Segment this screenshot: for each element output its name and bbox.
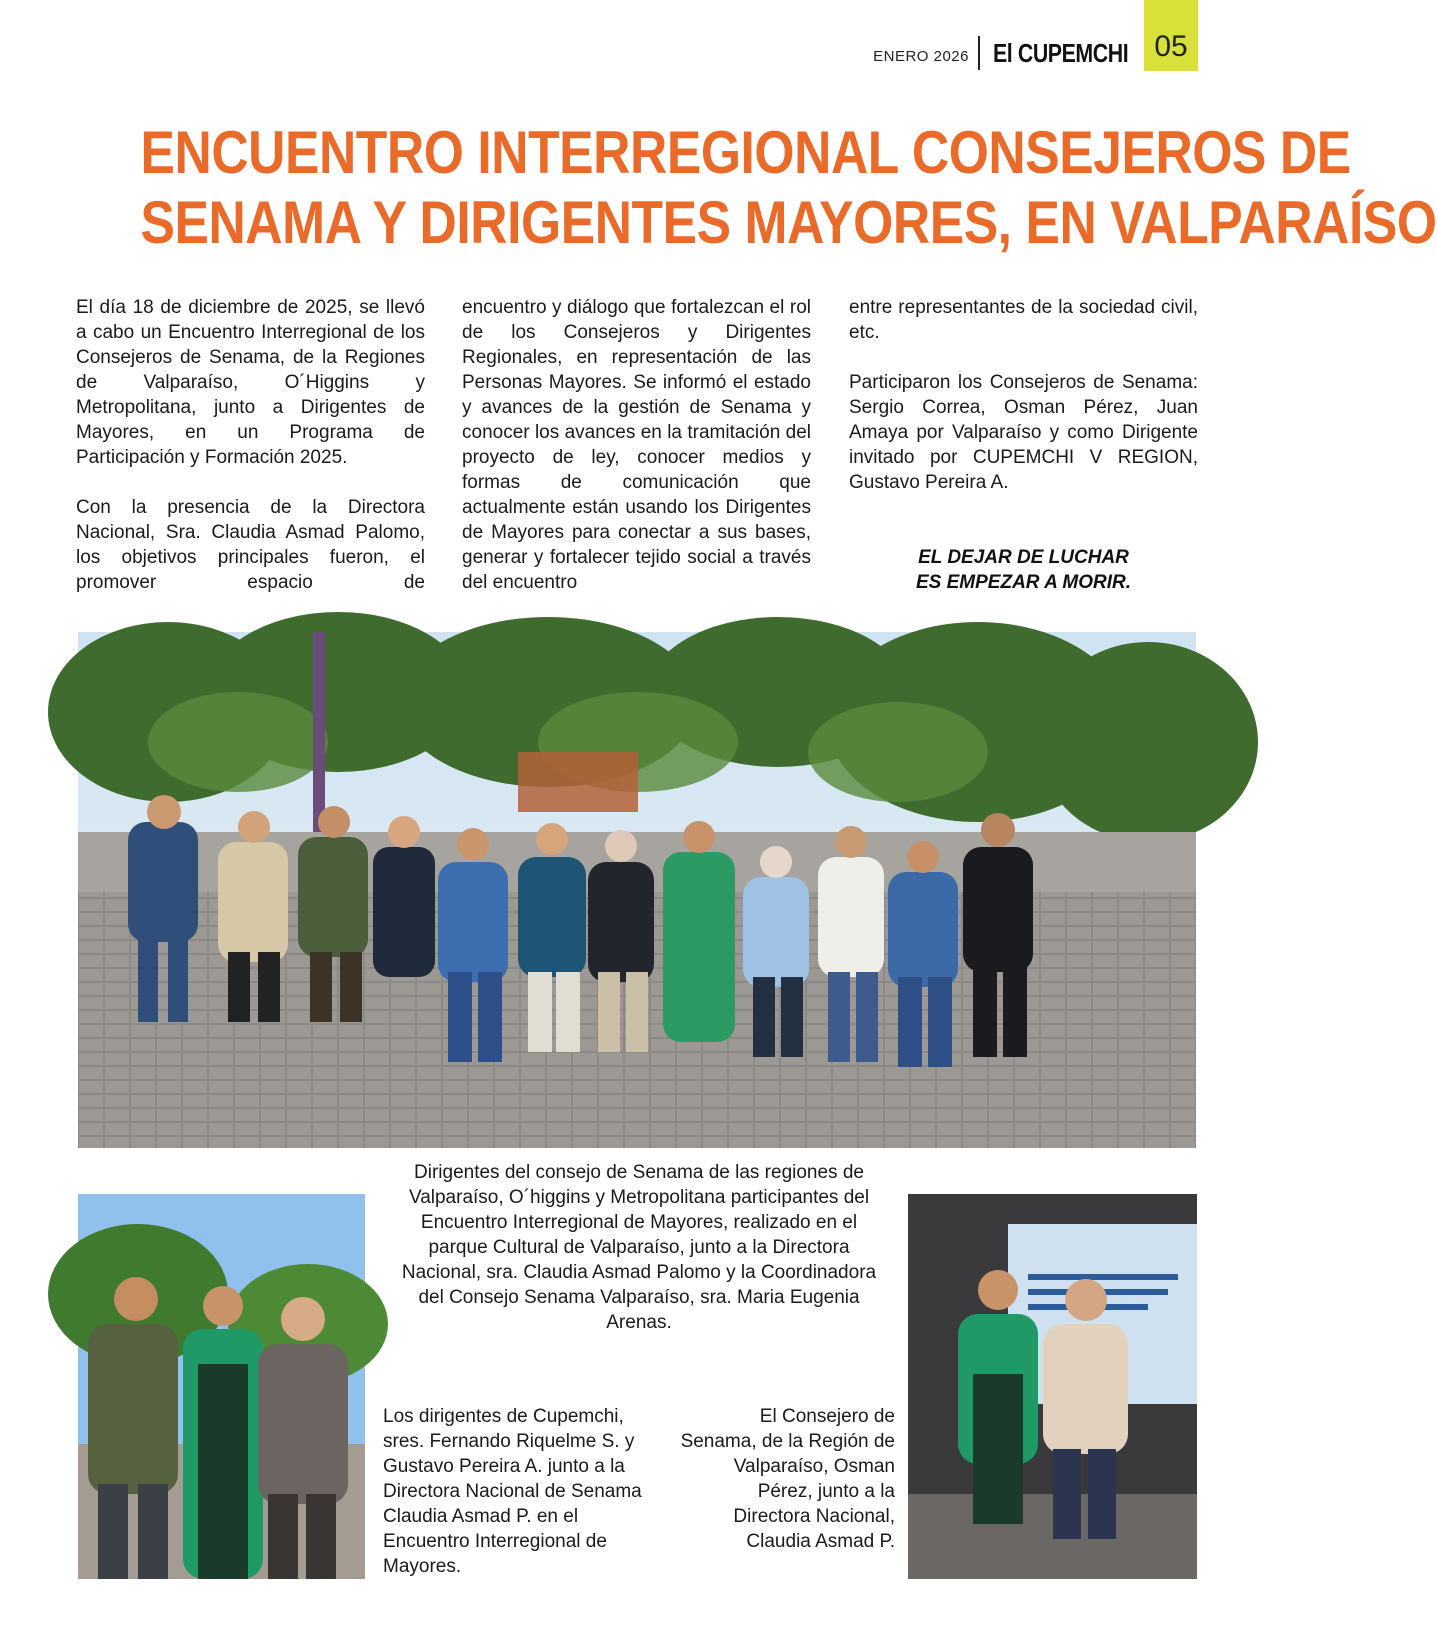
group-photo-image (78, 632, 1196, 1148)
article-column-1 (76, 295, 425, 620)
caption-consejero: El Consejero de Senama, de la Región de Valparaíso, Osman Pérez, junto a la Directora Nacional, Claudia Asmad P. (680, 1406, 895, 1552)
caption-cupemchi-leaders: Los dirigentes de Cupemchi, sres. Fernando Riquelme S. y Gustavo Pereira A. junto a la Directora Nacional de Senama Claudia Asmad P. en el Encuentro Interregional de Mayores. (383, 1406, 642, 1577)
magazine-brand: El CUPEMCHI (993, 38, 1129, 68)
paragraph-objectives-cont: encuentro y diálogo que fortalezcan el rol de los Consejeros y Dirigentes Regionales, en representación de las Personas Mayores. Se informó el estado y avances de la gestión de Senama y conocer los avances en la tramitación del proyecto de ley, conocer medios y formas de comunicación que actualmente están usando los Dirigentes de Mayores para conectar a sus bases, generar y fortalecer tejido social a través del encuentro (462, 297, 811, 593)
group-photo (78, 632, 1196, 1148)
cupemchi-leaders-image (78, 1194, 365, 1579)
pull-quote (849, 545, 1198, 595)
paragraph-objectives-start: Con la presencia de la Directora Nacional, Sra. Claudia Asmad Palomo, los objetivos principales fueron, el promover espacio de (76, 497, 425, 593)
quote-line-2: ES EMPEZAR A MORIR. (916, 572, 1131, 593)
cupemchi-leaders-photo (78, 1194, 365, 1579)
article-column-2 (462, 295, 811, 620)
caption-group-photo: Dirigentes del consejo de Senama de las regiones de Valparaíso, O´higgins y Metropolitana participantes del Encuentro Interregional de Mayores, realizado en el parque Cultural de Valparaíso, junto a la Directora Nacional, sra. Claudia Asmad Palomo y la Coordinadora del Consejo Senama Valparaíso, sra. Maria Eugenia Arenas. (401, 1162, 877, 1333)
title-line-1: ENCUENTRO INTERREGIONAL CONSEJEROS DE (140, 119, 1351, 186)
page-number: 05 (1154, 30, 1188, 63)
title-line-2: SENAMA Y DIRIGENTES MAYORES, EN VALPARAÍSO (140, 189, 1437, 256)
article-column-3 (849, 295, 1198, 520)
quote-line-1: EL DEJAR DE LUCHAR (918, 547, 1129, 568)
paragraph-participants: Participaron los Consejeros de Senama: Sergio Correa, Osman Pérez, Juan Amaya por Valparaíso y como Dirigente invitado por CUPEMCHI V REGION, Gustavo Pereira A. (849, 372, 1198, 493)
header-divider (978, 36, 980, 70)
page-number-box (1144, 0, 1198, 71)
issue-date: ENERO 2026 (873, 48, 969, 65)
paragraph-intro: El día 18 de diciembre de 2025, se llevó a cabo un Encuentro Interregional de los Consejeros de Senama, de la Regiones de Valparaíso, O´Higgins y Metropolitana, junto a Dirigentes de Mayores, en un Programa de Participación y Formación 2025. (76, 297, 425, 468)
paragraph-objectives-end: entre representantes de la sociedad civil, etc. (849, 297, 1198, 343)
article-title (60, 118, 1437, 258)
consejero-image (908, 1194, 1197, 1579)
consejero-photo (908, 1194, 1197, 1579)
